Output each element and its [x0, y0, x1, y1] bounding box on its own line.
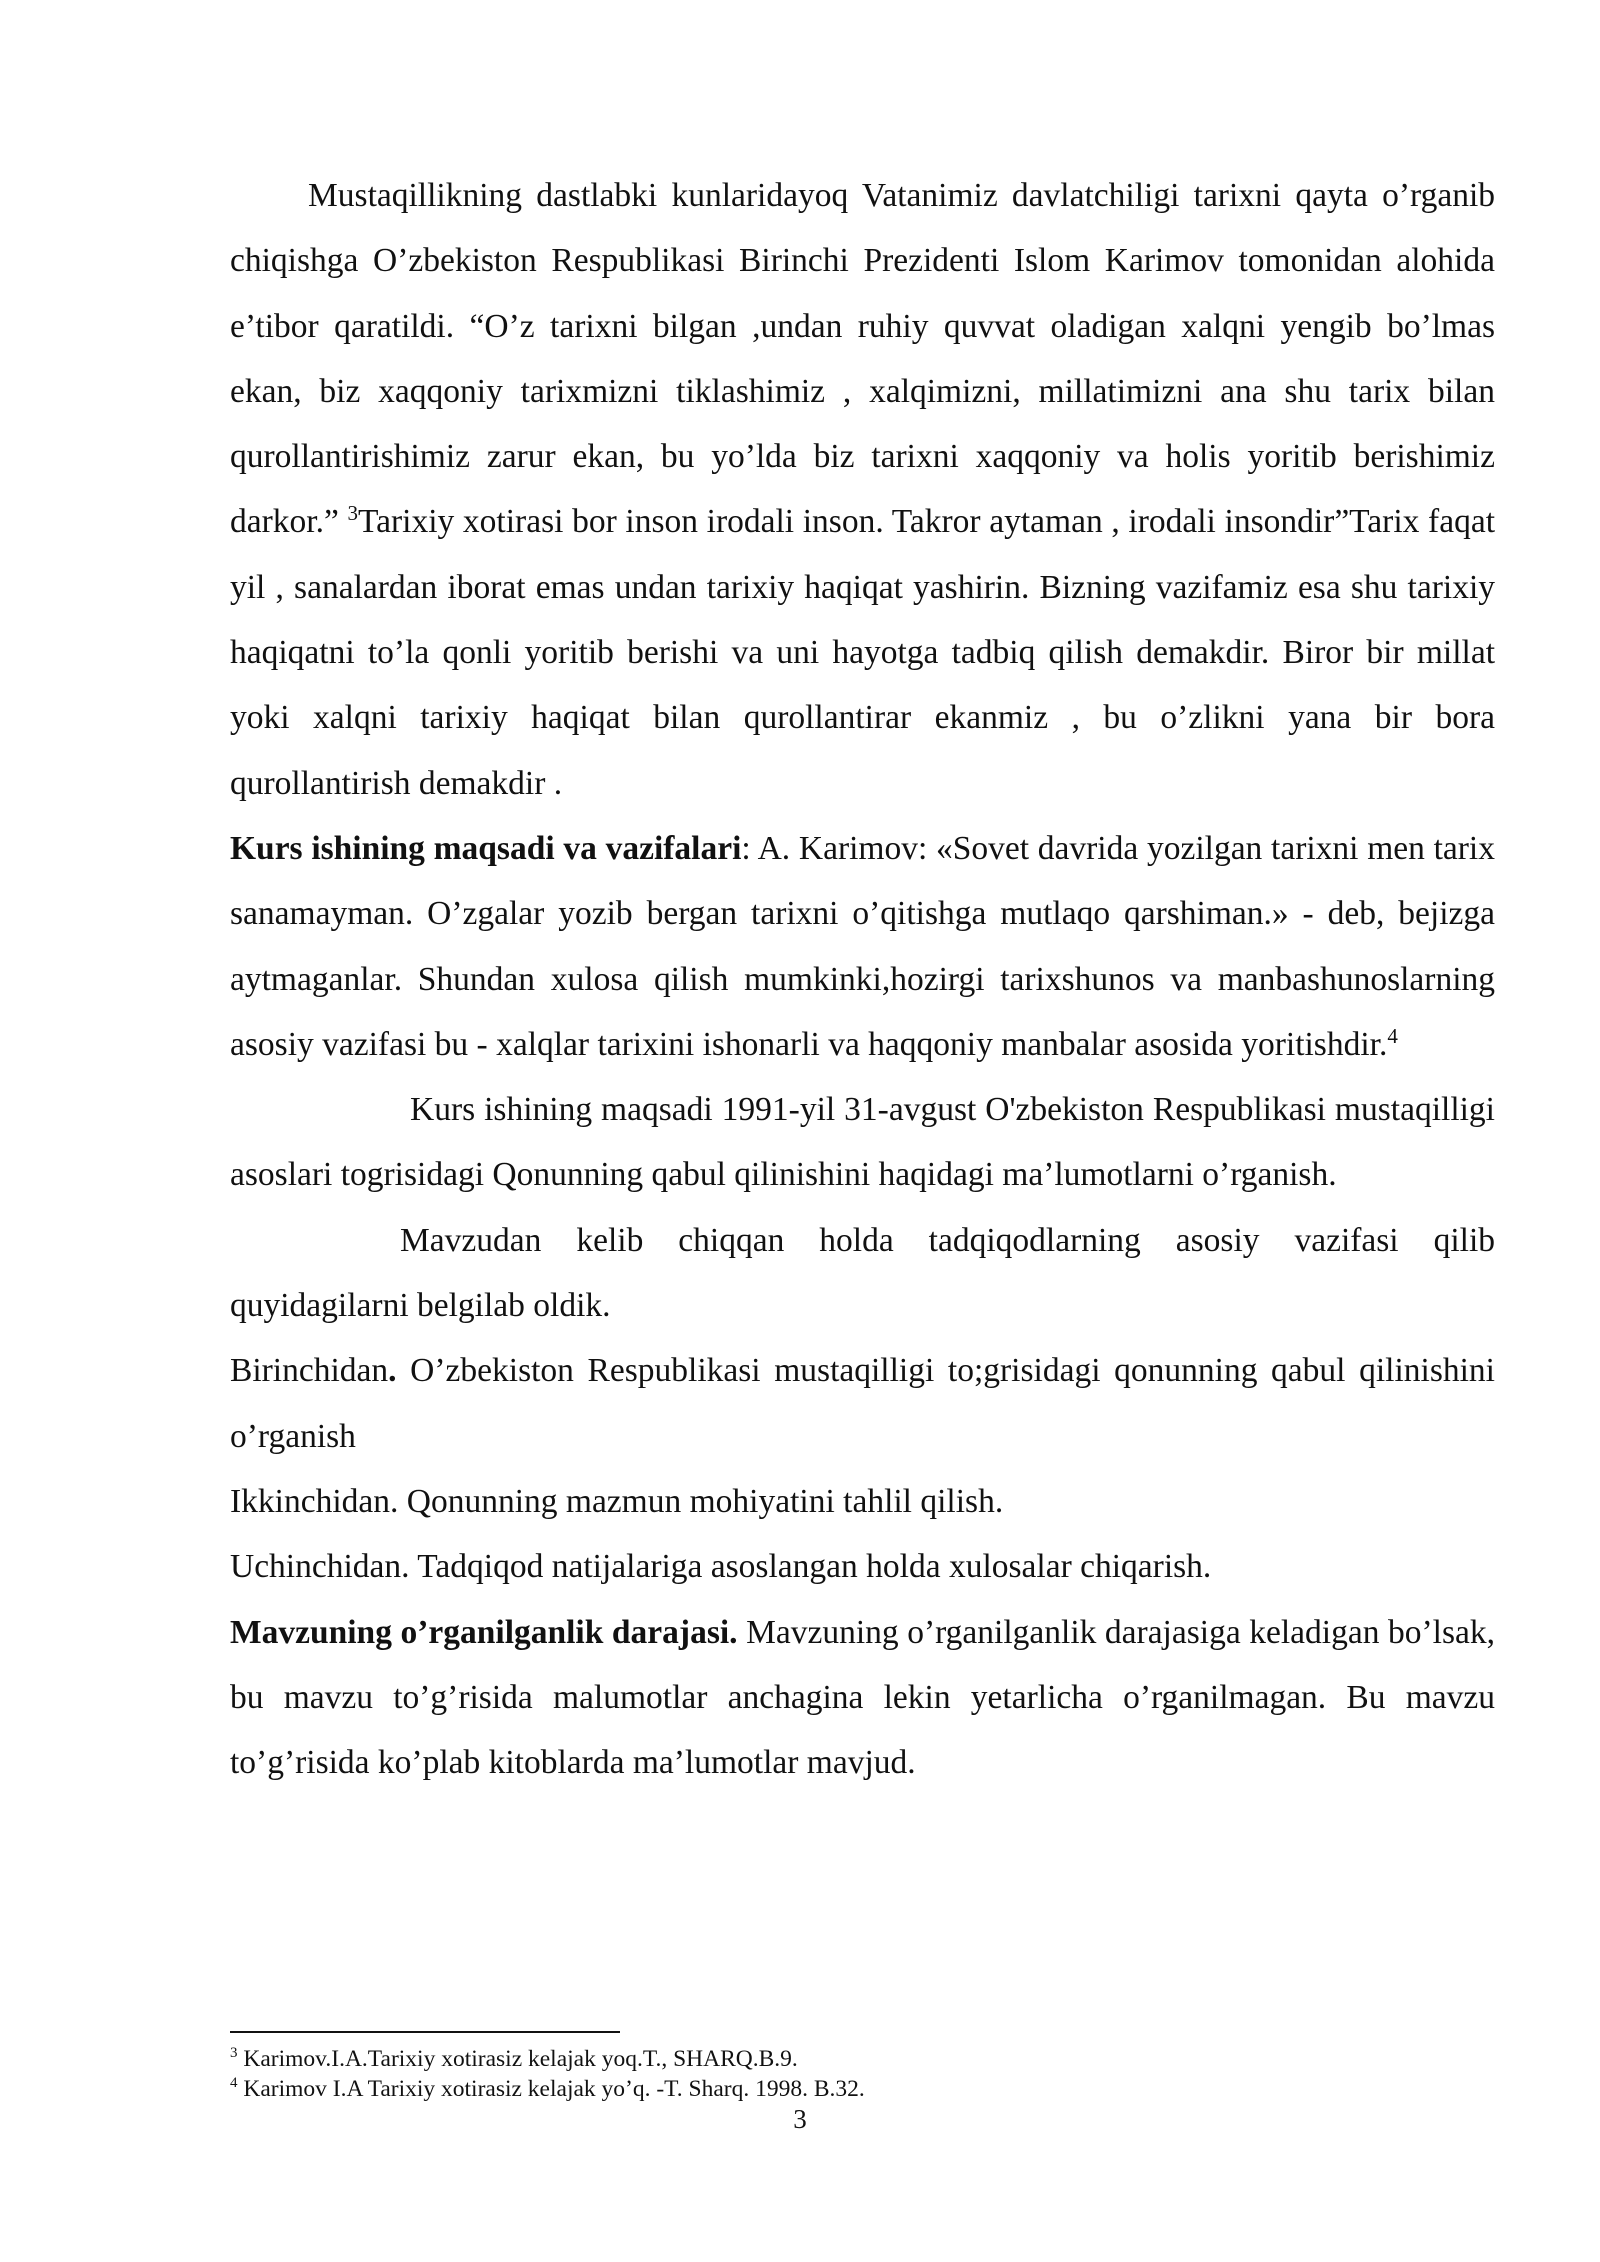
paragraph-aim: Kurs ishining maqsadi 1991-yil 31-avgust O'zbekiston Respublikasi mustaqilligi asoslari togrisidagi Qonunning qabul qilinishini haqidagi ma’lumotlarni o’rganish.: [230, 1091, 1495, 1194]
footnote-number: 4: [230, 2075, 238, 2092]
paragraph-study-level-text: Mavzuning o’rganilganlik darajasiga keladigan bo’lsak, bu mavzu to’g’risida malumotlar anchagina lekin yetarlicha o’rganilmagan. Bu mavzu to’g’risida ko’plab kitoblarda ma’lumotlar mavjud.: [230, 1613, 1495, 1782]
paragraph-intro: [230, 163, 1495, 816]
paragraph-intro-continued: Tarixiy xotirasi bor inson irodali inson. Takror aytaman , irodali insondir”Tarix faqat yil , sanalardan iborat emas undan tarixiy haqiqat yashirin. Bizning vazifamiz esa shu tarixiy haqiqatni to’la qonli yoritib berishi va uni hayotga tadbiq qilish demakdir. Biror bir millat yoki xalqni tarixiy haqiqat bilan qurollantirar ekanmiz , bu o’zlikni yana bir bora qurollantirish demakdir .: [230, 503, 1496, 802]
page-number: 3: [793, 2104, 807, 2134]
paragraph-study-level: [230, 1600, 1495, 1796]
heading-goals: Kurs ishining maqsadi va vazifalari: [230, 829, 742, 867]
footnote-4: [230, 2074, 1495, 2104]
footnote-3: [230, 2044, 1495, 2074]
task-first-lead: Birinchidan: [230, 1352, 389, 1390]
paragraph-goals: [230, 816, 1495, 1077]
paragraph-goals-text: : A. Karimov: «Sovet davrida yozilgan tarixni men tarix sanamayman. O’zgalar yozib bergan tarixni o’qitishga mutlaqo qarshiman.» - deb, bejizga aytmaganlar. Shundan xulosa qilish mumkinki,hozirgi tarixshunos va manbashunoslarning asosiy vazifasi bu - xalqlar tarixini ishonarli va haqqoniy manbalar asosida yoritishdir.: [230, 829, 1495, 1063]
task-first-dot: .: [388, 1352, 397, 1390]
heading-study-level: Mavzuning o’rganilganlik darajasi.: [230, 1613, 738, 1651]
paragraph-tasks: Mavzudan kelib chiqqan holda tadqiqodlarning asosiy vazifasi qilib quyidagilarni belgilab oldik.: [230, 1221, 1495, 1325]
body-text: [230, 163, 1495, 1795]
footnote-ref-3: 3: [347, 501, 358, 526]
footnote-ref-4: 4: [1387, 1023, 1398, 1048]
task-first: [230, 1338, 1495, 1469]
paragraph-intro-text: Mustaqillikning dastlabki kunlaridayoq Vatanimiz davlatchiligi tarixni qayta o’rganib chiqishga O’zbekiston Respublikasi Birinchi Prezidenti Islom Karimov tomonidan alohida e’tibor qaratildi. “O’z tarixni bilgan ,undan ruhiy quvvat oladigan xalqni yengib bo’lmas ekan, biz xaqqoniy tarixmizni tiklashimiz , xalqimizni, millatimizni ana shu tarix bilan qurollantirishimiz zarur ekan, bu yo’lda biz tarixni xaqqoniy va holis yoritib berishimiz darkor.”: [230, 177, 1495, 541]
footnotes: [230, 2044, 1495, 2104]
task-third: Uchinchidan. Tadqiqod natijalariga asoslangan holda xulosalar chiqarish.: [230, 1548, 1212, 1586]
task-second: Ikkinchidan. Qonunning mazmun mohiyatini tahlil qilish.: [230, 1482, 1004, 1520]
task-first-text: O’zbekiston Respublikasi mustaqilligi to;grisidagi qonunning qabul qilinishini o’rganish: [230, 1352, 1495, 1455]
footnote-text: Karimov I.A Tarixiy xotirasiz kelajak yo’q. -T. Sharq. 1998. B.32.: [237, 2076, 865, 2102]
footnote-number: 3: [230, 2045, 238, 2062]
footnote-separator: [230, 2031, 620, 2033]
footnote-text: Karimov.I.A.Tarixiy xotirasiz kelajak yoq.T., SHARQ.B.9.: [237, 2046, 798, 2072]
